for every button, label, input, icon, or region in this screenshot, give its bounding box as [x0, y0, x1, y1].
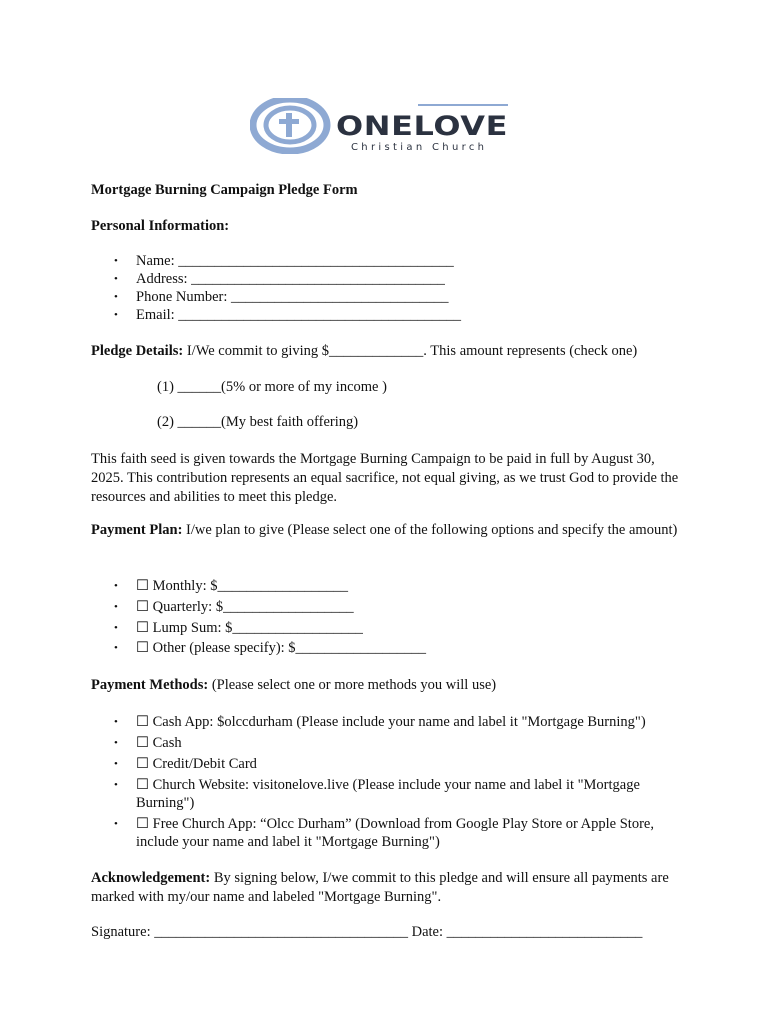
bullet-icon: •	[114, 622, 118, 634]
acknowledgement-paragraph	[91, 869, 691, 907]
acknowledgement-text: By signing below, I/we commit to this pledge and will ensure all payments are marked with my/our name and labeled "Mortgage Burning".	[91, 870, 669, 905]
method-card-option[interactable]: ☐ Credit/Debit Card	[136, 756, 257, 772]
bullet-icon: •	[114, 255, 118, 267]
method-cash-option[interactable]: ☐ Cash	[136, 735, 182, 751]
faith-seed-paragraph: This faith seed is given towards the Mortgage Burning Campaign to be paid in full by August 30, 2025. This contribution represents an equal sacrifice, not equal giving, as we trust God to provide the resources and abilities to meet this pledge.	[91, 451, 679, 505]
personal-info-heading: Personal Information:	[91, 218, 230, 234]
bullet-icon: •	[114, 779, 118, 791]
address-field[interactable]: Address: ___________________________________	[136, 271, 445, 287]
plan-other-option[interactable]: ☐ Other (please specify): $__________________	[136, 640, 427, 656]
payment-plan-text: I/we plan to give (Please select one of the following options and specify the amount)	[182, 522, 678, 538]
pledge-amount-field[interactable]: I/We commit to giving $_____________. This amount represents (check one)	[183, 343, 638, 359]
bullet-icon: •	[114, 818, 118, 830]
method-cash-app-option[interactable]: ☐ Cash App: $olccdurham (Please include your name and label it "Mortgage Burning")	[136, 714, 646, 730]
onelove-logo	[250, 98, 512, 154]
pledge-option-2[interactable]: (2) ______(My best faith offering)	[157, 414, 359, 430]
bullet-icon: •	[114, 601, 118, 613]
pledge-details-label: Pledge Details:	[91, 343, 184, 359]
bullet-icon: •	[114, 580, 118, 592]
signature-date-field[interactable]: Signature: ___________________________________ Date: ___________________________	[91, 924, 643, 940]
logo-subtitle-text: Christian Church	[351, 142, 487, 153]
logo-name-text: ONELOVE	[336, 111, 508, 142]
plan-lump-sum-option[interactable]: ☐ Lump Sum: $__________________	[136, 620, 363, 636]
name-field[interactable]: Name: ______________________________________	[136, 253, 454, 269]
payment-methods-label: Payment Methods:	[91, 677, 209, 693]
acknowledgement-label: Acknowledgement:	[91, 870, 211, 886]
bullet-icon: •	[114, 716, 118, 728]
method-app-option-cont: include your name and label it "Mortgage Burning")	[136, 834, 440, 850]
plan-monthly-option[interactable]: ☐ Monthly: $__________________	[136, 578, 348, 594]
plan-quarterly-option[interactable]: ☐ Quarterly: $__________________	[136, 599, 354, 615]
bullet-icon: •	[114, 642, 118, 654]
bullet-icon: •	[114, 291, 118, 303]
payment-plan-paragraph	[91, 521, 691, 540]
email-field[interactable]: Email: _______________________________________	[136, 307, 462, 323]
payment-plan-label: Payment Plan:	[91, 522, 183, 538]
logo-cross-icon	[286, 113, 292, 137]
payment-methods-line	[91, 676, 496, 695]
payment-methods-text: (Please select one or more methods you will use)	[208, 677, 497, 693]
pledge-option-1[interactable]: (1) ______(5% or more of my income )	[157, 379, 387, 395]
phone-field[interactable]: Phone Number: ______________________________	[136, 289, 449, 305]
bullet-icon: •	[114, 758, 118, 770]
method-website-option[interactable]: ☐ Church Website: visitonelove.live (Please include your name and label it "Mortgage	[136, 777, 640, 793]
form-title: Mortgage Burning Campaign Pledge Form	[91, 182, 358, 198]
bullet-icon: •	[114, 737, 118, 749]
bullet-icon: •	[114, 309, 118, 321]
pledge-details-line	[91, 342, 637, 361]
method-app-option[interactable]: ☐ Free Church App: “Olcc Durham” (Download from Google Play Store or Apple Store,	[136, 816, 654, 832]
method-website-option-cont: Burning")	[136, 795, 195, 811]
bullet-icon: •	[114, 273, 118, 285]
